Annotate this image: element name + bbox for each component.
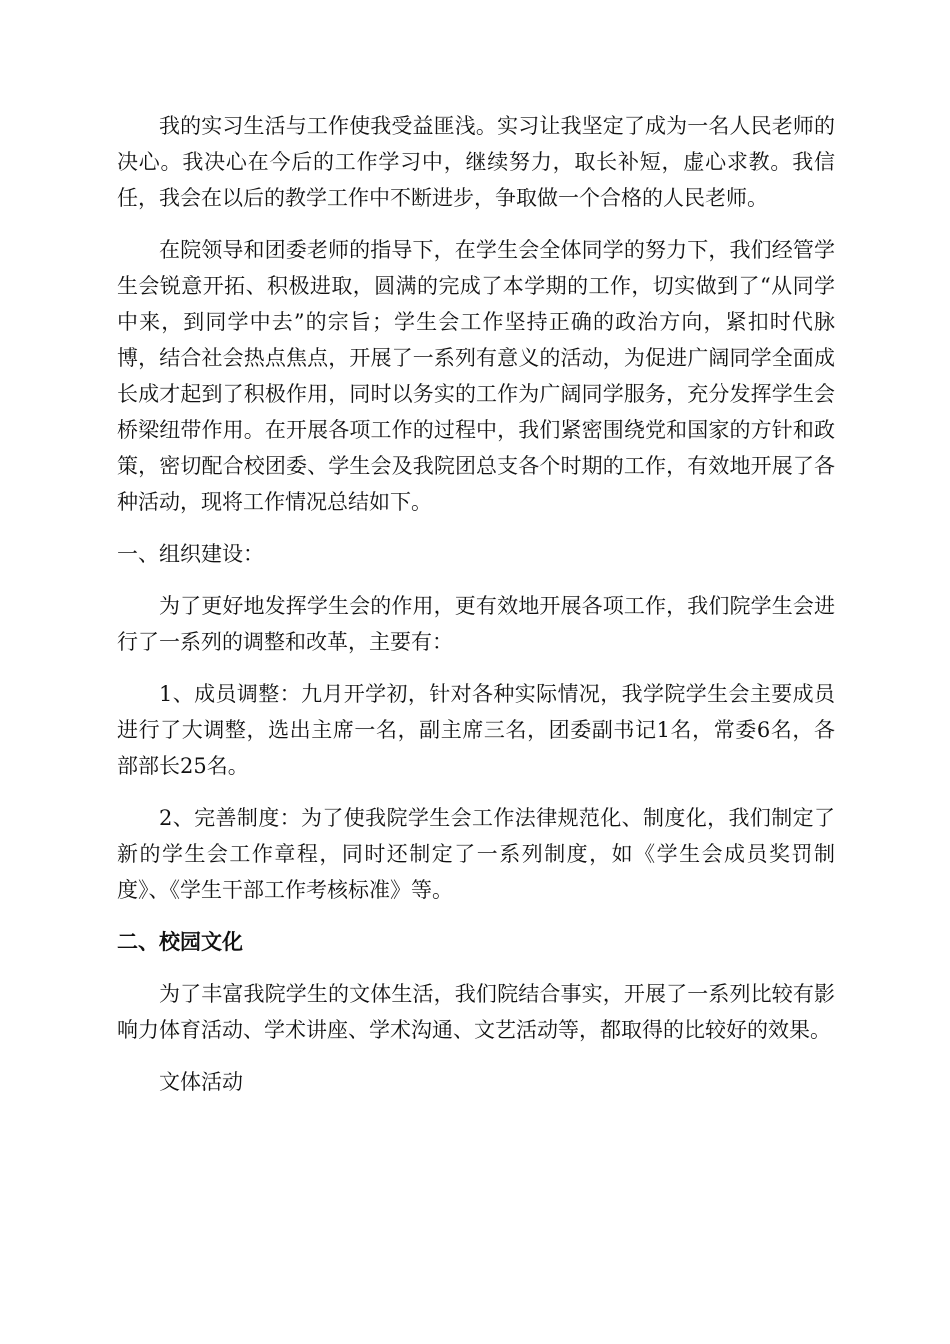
paragraph-system-improvement: 2、完善制度：为了使我院学生会工作法律规范化、制度化，我们制定了新的学生会工作章程，同时还制定了一系列制度，如《学生会成员奖罚制度》、《学生干部工作考核标准》等。	[117, 806, 835, 902]
paragraph-organization-intro: 为了更好地发挥学生会的作用，更有效地开展各项工作，我们院学生会进行了一系列的调整和改革，主要有：	[117, 594, 835, 654]
paragraph-internship-summary: 我的实习生活与工作使我受益匪浅。实习让我坚定了成为一名人民老师的决心。我决心在今后的工作学习中，继续努力，取长补短，虚心求教。我信任，我会在以后的教学工作中不断进步，争取做一个合格的人民老师。	[117, 114, 835, 210]
document-page	[117, 108, 835, 1116]
paragraph-campus-culture-intro: 为了丰富我院学生的文体生活，我们院结合事实，开展了一系列比较有影响力体育活动、学术讲座、学术沟通、文艺活动等，都取得的比较好的效果。	[117, 982, 835, 1042]
section-heading-organization: 一、组织建设：	[117, 542, 264, 566]
subheading-sports-activities: 文体活动	[159, 1070, 243, 1094]
section-heading-campus-culture: 二、校园文化	[117, 929, 243, 954]
paragraph-member-adjustment: 1、成员调整：九月开学初，针对各种实际情况，我学院学生会主要成员进行了大调整，选出主席一名，副主席三名，团委副书记1名，常委6名，各部部长25名。	[117, 682, 835, 778]
paragraph-student-union-intro: 在院领导和团委老师的指导下，在学生会全体同学的努力下，我们经管学生会锐意开拓、积极进取，圆满的完成了本学期的工作，切实做到了“从同学中来，到同学中去”的宗旨；学生会工作坚持正确的政治方向，紧扣时代脉博，结合社会热点焦点，开展了一系列有意义的活动，为促进广阔同学全面成长成才起到了积极作用，同时以务实的工作为广阔同学服务，充分发挥学生会桥梁纽带作用。在开展各项工作的过程中，我们紧密围绕党和国家的方针和政策，密切配合校团委、学生会及我院团总支各个时期的工作，有效地开展了各种活动，现将工作情况总结如下。	[117, 238, 835, 514]
